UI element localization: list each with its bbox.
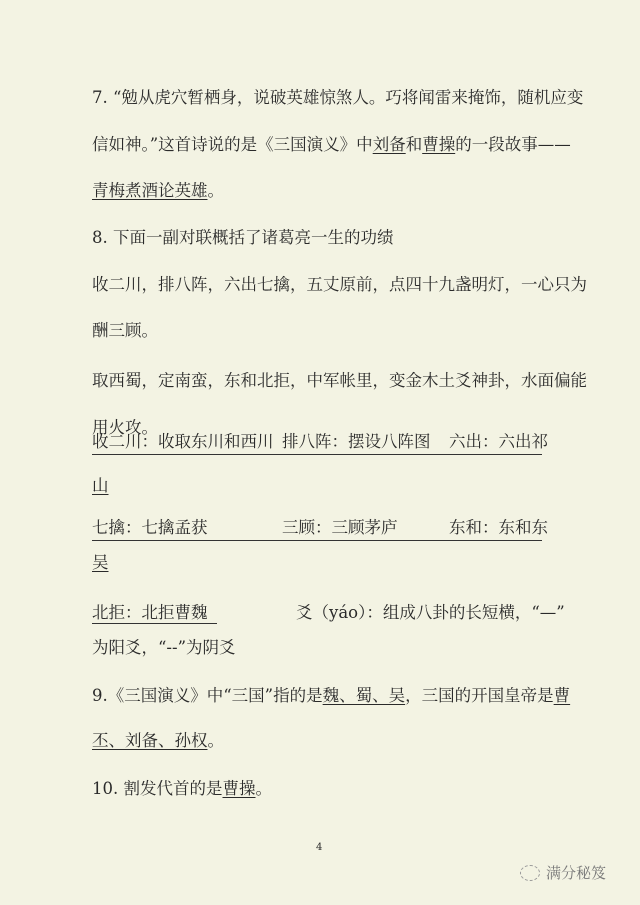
text: 。 — [207, 731, 224, 750]
note: 东和：东和东 — [449, 518, 548, 537]
answer: 魏、蜀、吴 — [322, 686, 406, 705]
text: 9.《三国演义》中“三国”指的是 — [92, 686, 323, 705]
q9-line2 — [92, 731, 224, 751]
yao-line1: 爻（yáo）：组成八卦的长短横，“—” — [296, 603, 565, 622]
text: 。 — [255, 779, 272, 798]
q7-line2 — [92, 135, 571, 155]
q10 — [92, 779, 272, 799]
answer: 曹操 — [222, 779, 256, 798]
couplet-2-line1: 取西蜀，定南蛮，东和北拒，中军帐里，变金木土爻神卦，水面偏能 — [92, 371, 587, 390]
yao-line2: 为阳爻，“--”为阴爻 — [92, 638, 236, 657]
note: 排八阵：摆设八阵图 — [282, 432, 431, 451]
note: 吴 — [92, 553, 109, 572]
text: ，三国的开国皇帝是 — [405, 686, 554, 705]
couplet-2-line2: 用火攻。 — [92, 418, 158, 437]
q7-line3 — [92, 181, 224, 201]
text: 。 — [207, 181, 224, 200]
notes-row1 — [92, 432, 548, 460]
notes-row3 — [92, 603, 217, 624]
text: 的一段故事—— — [455, 135, 571, 154]
q8-title: 8. 下面一副对联概括了诸葛亮一生的功绩 — [92, 228, 394, 247]
answer: 曹 — [553, 686, 571, 705]
watermark — [520, 862, 606, 883]
note: 七擒：七擒孟获 — [92, 518, 208, 537]
couplet-1-line1: 收二川，排八阵，六出七擒，五丈原前，点四十九盏明灯，一心只为 — [92, 275, 587, 294]
text: 10. 割发代首的是 — [92, 779, 223, 798]
answer: 丕、刘备、孙权 — [92, 731, 208, 750]
note: 收二川：收取东川和西川 — [92, 432, 274, 451]
text: 信如神。”这首诗说的是《三国演义》中 — [92, 135, 373, 154]
answer: 青梅煮酒论英雄 — [92, 181, 208, 200]
note: 六出：六出祁 — [449, 432, 548, 451]
page-number: 4 — [316, 842, 323, 853]
q9-line1 — [92, 686, 570, 706]
watermark-text: 满分秘笈 — [546, 864, 607, 882]
note: 北拒：北拒曹魏 — [92, 603, 217, 624]
note: 山 — [92, 476, 109, 495]
note: 三顾：三顾茅庐 — [282, 518, 398, 537]
couplet-1-line2: 酬三顾。 — [92, 321, 158, 340]
wechat-icon — [520, 865, 540, 881]
answer: 曹操 — [422, 135, 456, 154]
q7-line1: 7. “勉从虎穴暂栖身，说破英雄惊煞人。巧将闻雷来掩饰，随机应变 — [92, 88, 584, 107]
notes-row2 — [92, 518, 548, 546]
answer: 刘备 — [372, 135, 406, 154]
text: 和 — [405, 135, 423, 154]
